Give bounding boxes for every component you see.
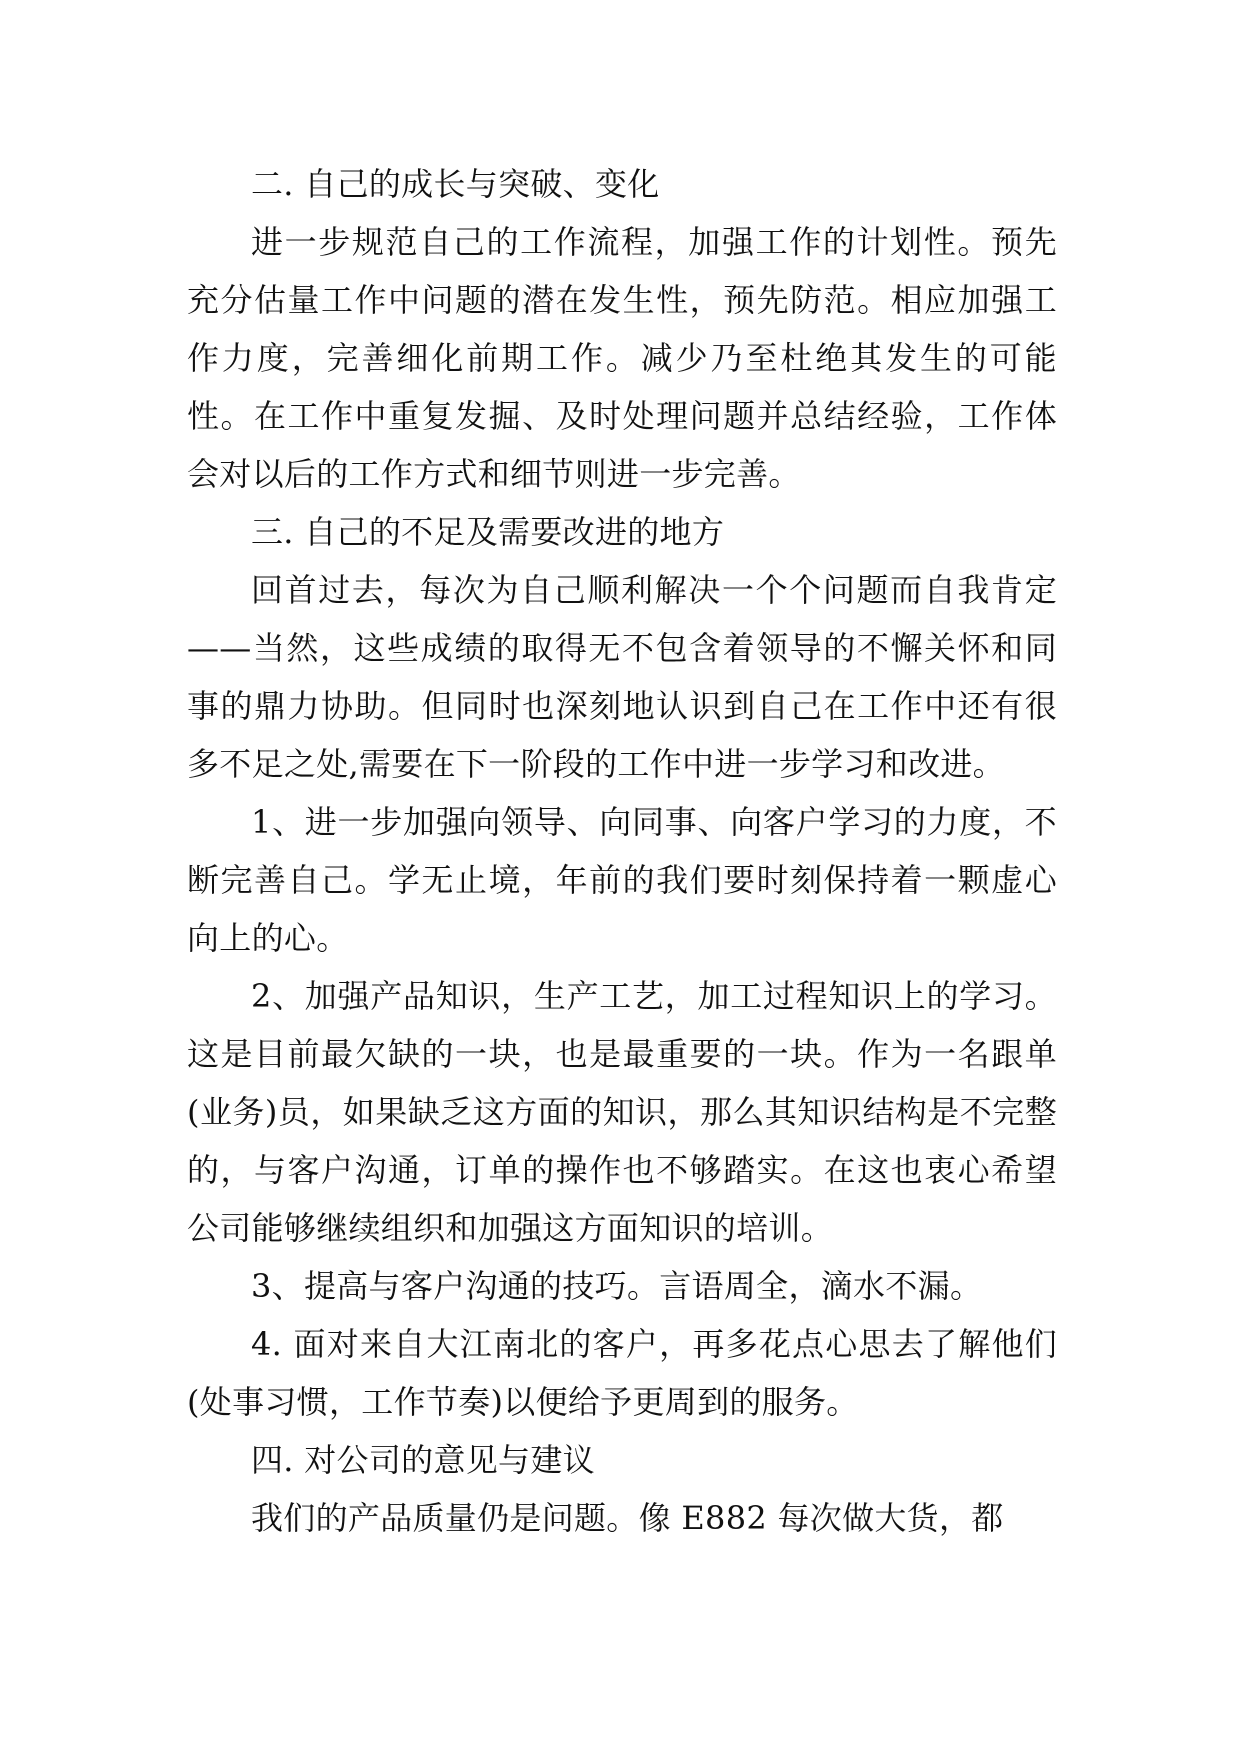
list-item: 2、加强产品知识，生产工艺，加工过程知识上的学习。这是目前最欠缺的一块，也是最重要的一块。作为一名跟单(业务)员，如果缺乏这方面的知识，那么其知识结构是不完整的，与客户沟通，订单的操作也不够踏实。在这也衷心希望公司能够继续组织和加强这方面知识的培训。 bbox=[187, 977, 1057, 1247]
list-item: 3、提高与客户沟通的技巧。言语周全，滴水不漏。 bbox=[251, 1267, 983, 1305]
list-item: 4. 面对来自大江南北的客户，再多花点心思去了解他们(处事习惯，工作节奏)以便给予更周到的服务。 bbox=[187, 1325, 1057, 1421]
document-body bbox=[187, 155, 1057, 1547]
paragraph: 进一步规范自己的工作流程，加强工作的计划性。预先充分估量工作中问题的潜在发生性，预先防范。相应加强工作力度，完善细化前期工作。减少乃至杜绝其发生的可能性。在工作中重复发掘、及时处理问题并总结经验，工作体会对以后的工作方式和细节则进一步完善。 bbox=[187, 223, 1057, 493]
section-heading-suggestions: 四. 对公司的意见与建议 bbox=[251, 1441, 595, 1479]
section-heading-growth: 二. 自己的成长与突破、变化 bbox=[251, 165, 660, 203]
list-item: 1、进一步加强向领导、向同事、向客户学习的力度，不断完善自己。学无止境，年前的我们要时刻保持着一颗虚心向上的心。 bbox=[187, 803, 1057, 957]
section-heading-shortcomings: 三. 自己的不足及需要改进的地方 bbox=[251, 513, 725, 551]
paragraph: 回首过去，每次为自己顺利解决一个个问题而自我肯定——当然，这些成绩的取得无不包含着领导的不懈关怀和同事的鼎力协助。但同时也深刻地认识到自己在工作中还有很多不足之处,需要在下一阶段的工作中进一步学习和改进。 bbox=[187, 571, 1057, 783]
paragraph: 我们的产品质量仍是问题。像 E882 每次做大货，都 bbox=[251, 1499, 1004, 1537]
